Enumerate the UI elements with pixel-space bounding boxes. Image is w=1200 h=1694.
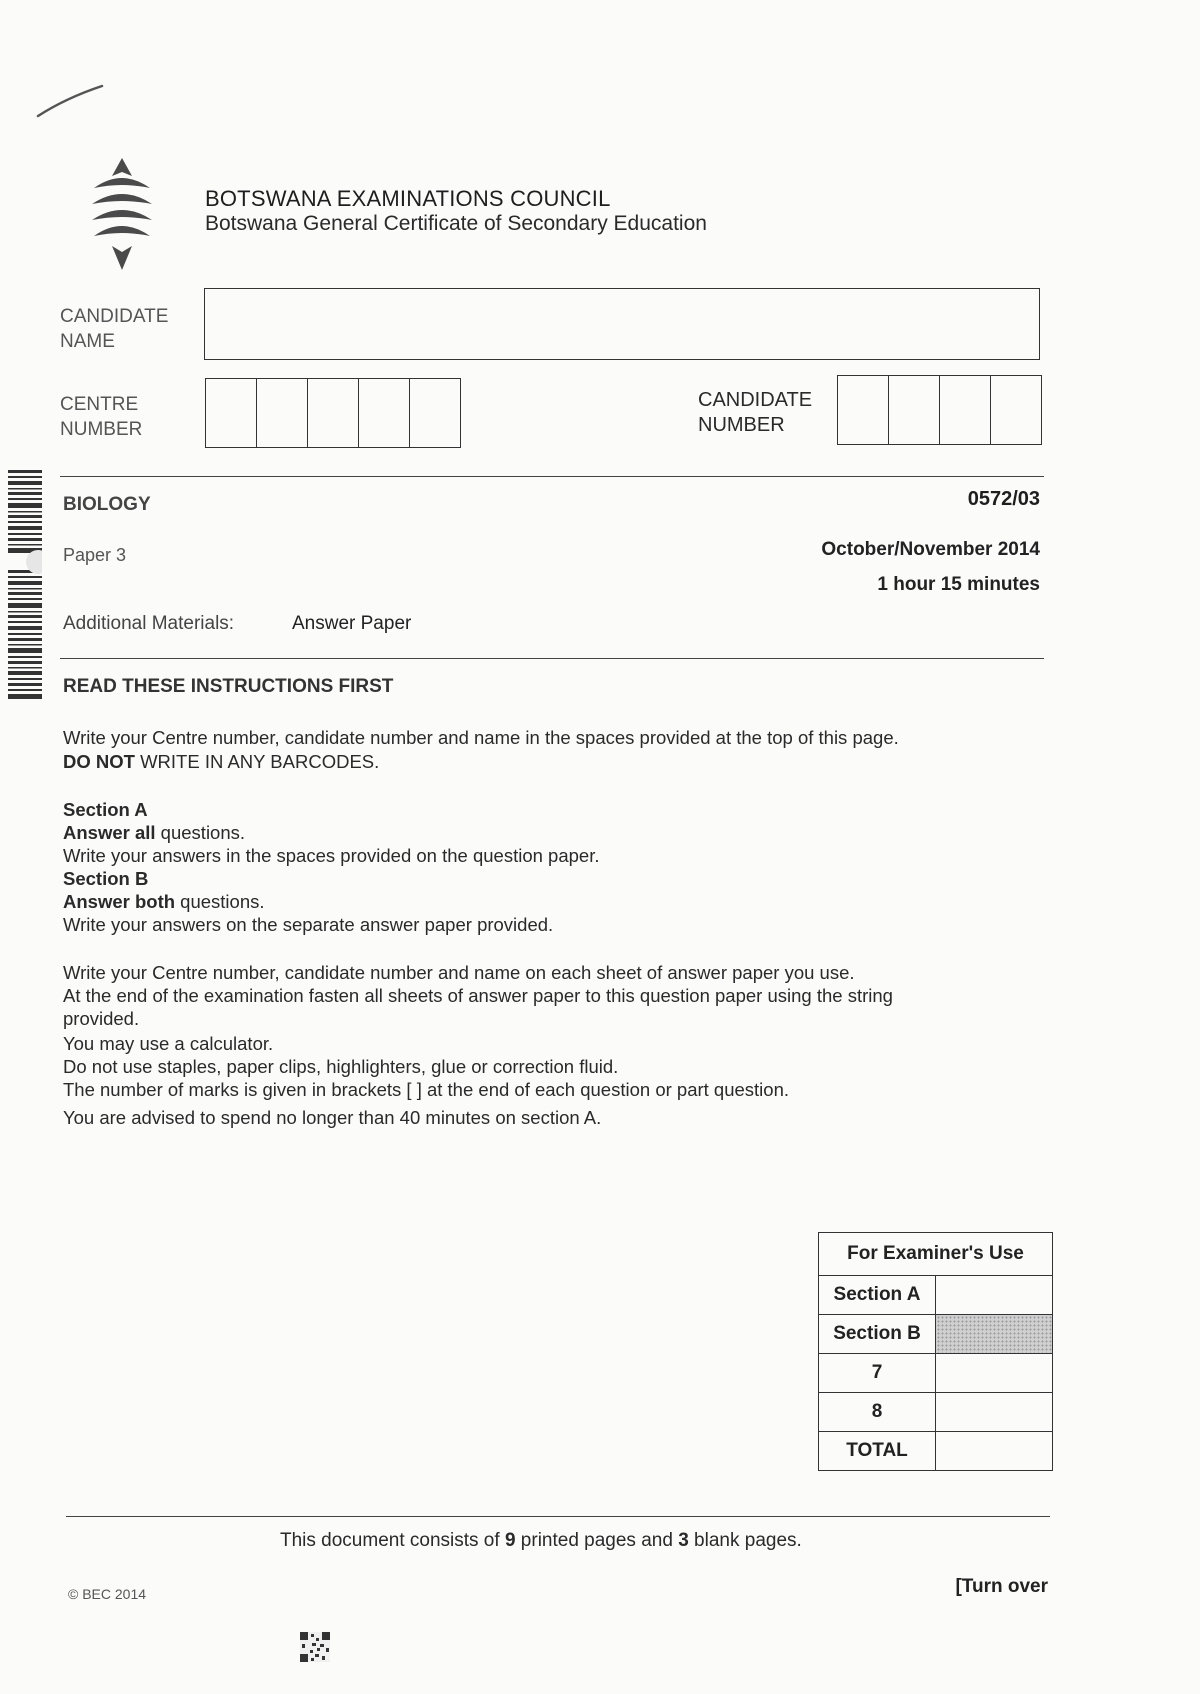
table-row xyxy=(819,1432,1053,1471)
instruction-line xyxy=(63,821,245,844)
centre-number-label-line2: NUMBER xyxy=(60,419,143,440)
subject-name: BIOLOGY xyxy=(63,494,151,515)
table-row xyxy=(819,1354,1053,1393)
candidate-number-cell[interactable] xyxy=(889,376,940,444)
mark-cell xyxy=(936,1432,1053,1471)
instruction-text: questions. xyxy=(175,891,265,912)
candidate-name-box[interactable] xyxy=(204,288,1040,360)
bec-logo-icon xyxy=(86,158,158,270)
mark-cell xyxy=(936,1354,1053,1393)
centre-number-label xyxy=(60,392,142,442)
instruction-line: You are advised to spend no longer than 40 minutes on section A. xyxy=(63,1107,602,1128)
instruction-emphasis: DO NOT xyxy=(63,751,135,772)
table-row xyxy=(819,1276,1053,1315)
section-b-title: Section B xyxy=(63,868,149,889)
instruction-emphasis: Answer both xyxy=(63,891,176,912)
instruction-text: questions. xyxy=(155,822,246,843)
candidate-number-cell[interactable] xyxy=(940,376,991,444)
table-row xyxy=(819,1233,1053,1276)
instruction-line xyxy=(63,750,379,773)
instruction-text: WRITE IN ANY BARCODES. xyxy=(134,751,380,772)
row-label: 8 xyxy=(819,1393,936,1432)
section-a-title: Section A xyxy=(63,799,148,820)
candidate-number-label xyxy=(698,388,812,438)
printed-page-count: 9 xyxy=(504,1530,516,1551)
candidate-number-label-line1: CANDIDATE xyxy=(698,389,813,411)
candidate-number-cell[interactable] xyxy=(838,376,889,444)
page-count-text: printed pages and xyxy=(515,1530,679,1551)
row-label: Section B xyxy=(819,1315,936,1354)
blank-page-count: 3 xyxy=(678,1530,689,1551)
details-divider xyxy=(60,658,1044,659)
header-divider xyxy=(60,476,1044,477)
candidate-name-label-line1: CANDIDATE xyxy=(60,306,169,327)
centre-number-cell[interactable] xyxy=(206,379,257,447)
section-a-heading xyxy=(63,798,148,821)
paper-code: 0572/03 xyxy=(967,488,1040,510)
certificate-name: Botswana General Certificate of Secondary Education xyxy=(205,212,707,235)
candidate-number-boxes[interactable] xyxy=(837,375,1042,445)
instruction-line: Do not use staples, paper clips, highlighters, glue or correction fluid. xyxy=(63,1056,619,1077)
paper-number: Paper 3 xyxy=(63,545,127,565)
additional-materials-value: Answer Paper xyxy=(292,613,412,634)
barcode-icon xyxy=(8,470,42,702)
instruction-line: At the end of the examination fasten all sheets of answer paper to this question paper using the string xyxy=(63,985,893,1006)
additional-materials-label: Additional Materials: xyxy=(63,613,235,634)
candidate-name-label xyxy=(60,304,168,354)
turn-over: [Turn over xyxy=(955,1576,1048,1597)
centre-number-cell[interactable] xyxy=(257,379,308,447)
exam-session: October/November 2014 xyxy=(821,539,1040,560)
examiners-use-title: For Examiner's Use xyxy=(819,1233,1053,1276)
instruction-line: Write your Centre number, candidate number and name on each sheet of answer paper you use. xyxy=(63,962,855,983)
instruction-line: The number of marks is given in brackets [ ] at the end of each question or part question. xyxy=(63,1079,790,1100)
instruction-line xyxy=(63,890,265,913)
shaded-cell xyxy=(936,1315,1053,1354)
qr-code-icon xyxy=(300,1632,330,1662)
row-label: Section A xyxy=(819,1276,936,1315)
centre-number-cell[interactable] xyxy=(308,379,359,447)
footer-divider xyxy=(66,1516,1050,1517)
exam-duration: 1 hour 15 minutes xyxy=(877,574,1040,595)
table-row xyxy=(819,1393,1053,1432)
candidate-number-label-line2: NUMBER xyxy=(698,414,785,436)
page-count-note xyxy=(280,1530,802,1552)
instructions-heading: READ THESE INSTRUCTIONS FIRST xyxy=(63,676,394,697)
row-label: 7 xyxy=(819,1354,936,1393)
examiners-use-table xyxy=(818,1232,1053,1471)
mark-cell xyxy=(936,1393,1053,1432)
centre-number-label-line1: CENTRE xyxy=(60,394,139,415)
page-count-text: This document consists of xyxy=(280,1530,505,1551)
candidate-number-cell[interactable] xyxy=(991,376,1041,444)
instruction-line: You may use a calculator. xyxy=(63,1033,274,1054)
row-label: TOTAL xyxy=(819,1432,936,1471)
page-count-text: blank pages. xyxy=(688,1530,802,1551)
instruction-line: Write your answers on the separate answer paper provided. xyxy=(63,914,554,935)
pen-mark-icon xyxy=(36,84,106,118)
organisation-name: BOTSWANA EXAMINATIONS COUNCIL xyxy=(205,186,611,211)
centre-number-cell[interactable] xyxy=(410,379,460,447)
instruction-line: Write your Centre number, candidate number and name in the spaces provided at the top of this page. xyxy=(63,727,899,748)
centre-number-boxes[interactable] xyxy=(205,378,461,448)
table-row xyxy=(819,1315,1053,1354)
centre-number-cell[interactable] xyxy=(359,379,410,447)
instruction-line: Write your answers in the spaces provided on the question paper. xyxy=(63,845,600,866)
copyright: © BEC 2014 xyxy=(68,1586,147,1602)
candidate-name-label-line2: NAME xyxy=(60,331,115,352)
instruction-emphasis: Answer all xyxy=(63,822,156,843)
instruction-line: provided. xyxy=(63,1008,140,1029)
mark-cell xyxy=(936,1276,1053,1315)
section-b-heading xyxy=(63,867,148,890)
